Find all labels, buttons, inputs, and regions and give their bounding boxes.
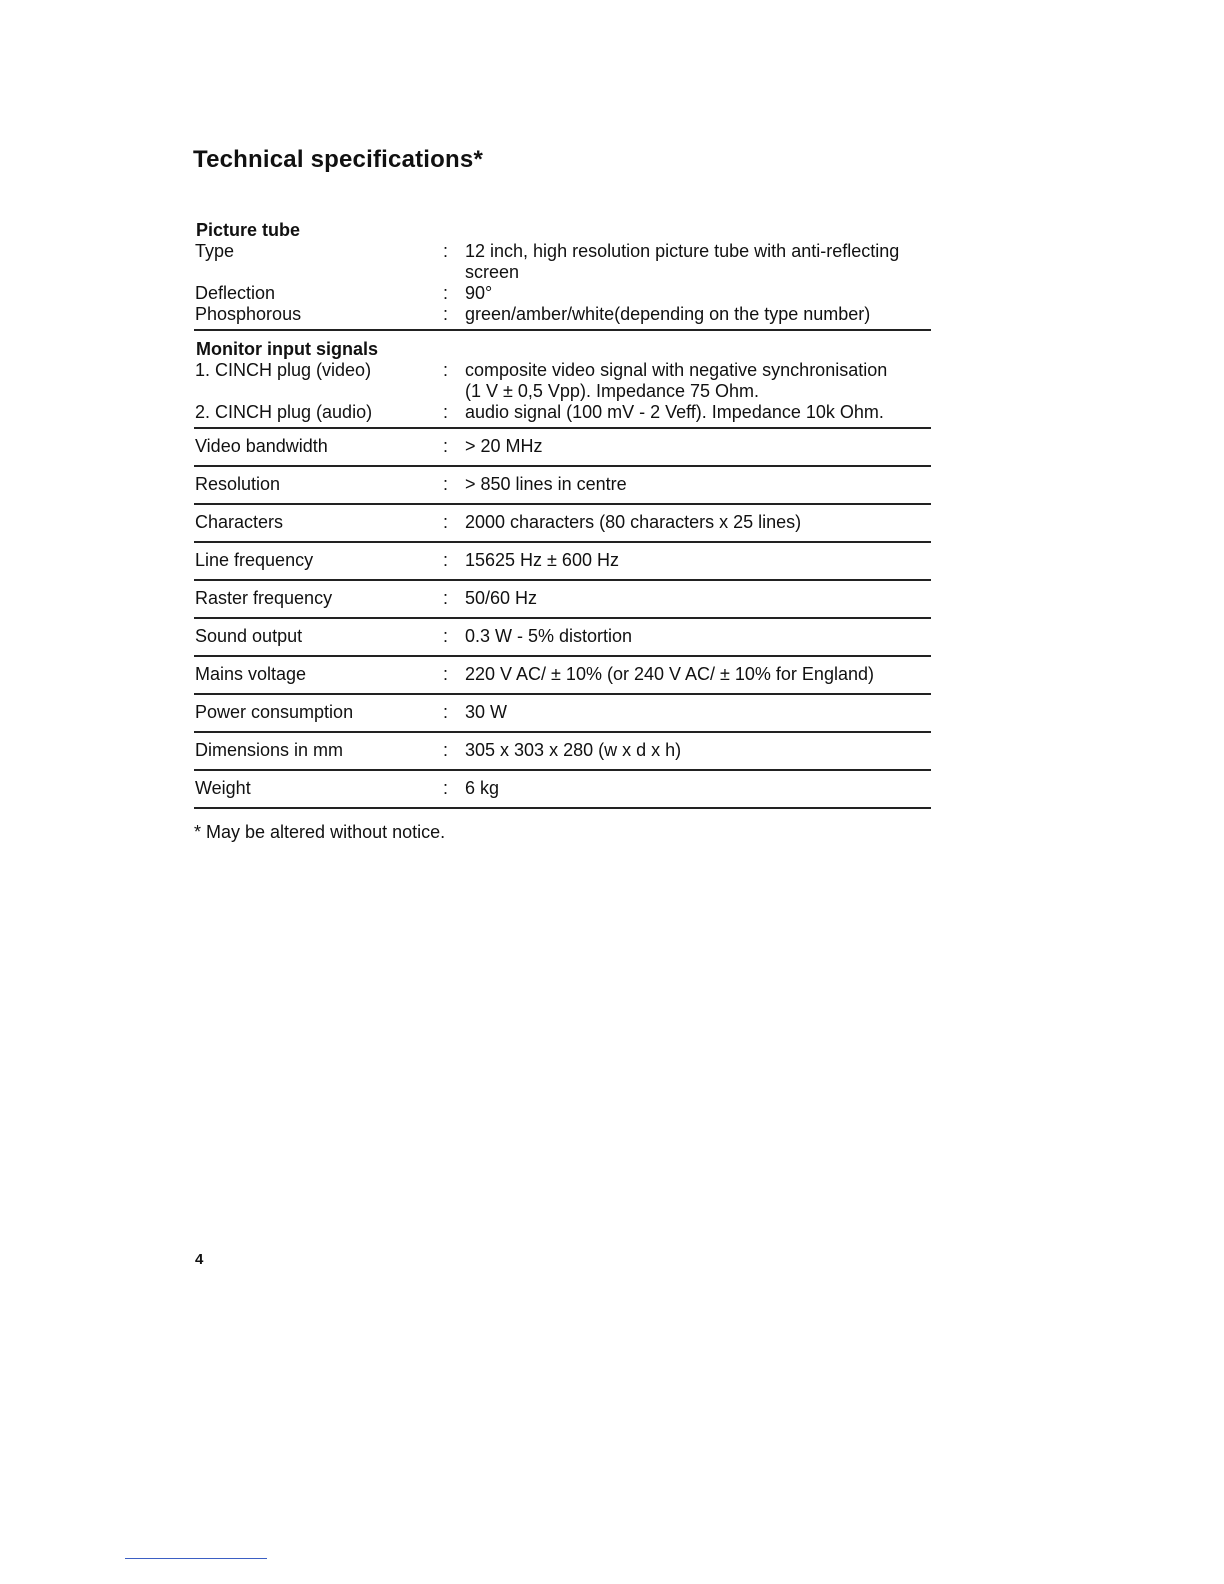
spec-label: Dimensions in mm (195, 740, 344, 760)
spec-value: 6 kg (465, 778, 500, 798)
page-title: Technical specifications* (193, 146, 483, 173)
spec-separator: : (443, 304, 449, 324)
spec-label: Video bandwidth (195, 436, 328, 456)
spec-label: Type (195, 241, 235, 261)
spec-label: 1. CINCH plug (video) (195, 360, 372, 380)
spec-separator: : (443, 588, 449, 608)
section-heading: Monitor input signals (196, 339, 378, 359)
spec-separator: : (443, 550, 449, 570)
spec-value-line: (1 V ± 0,5 Vpp). Impedance 75 Ohm. (465, 381, 760, 401)
spec-row-weight (194, 771, 931, 809)
spec-value: green/amber/white(depending on the type number) (465, 304, 871, 324)
spec-separator: : (443, 474, 449, 494)
spec-label: Line frequency (195, 550, 314, 570)
spec-separator: : (443, 402, 449, 422)
section-heading: Picture tube (196, 220, 301, 240)
spec-row-deflection (194, 283, 931, 304)
spec-value (465, 241, 931, 283)
spec-separator: : (443, 702, 449, 722)
spec-label: Phosphorous (195, 304, 302, 324)
spec-separator: : (443, 512, 449, 532)
spec-value (465, 360, 931, 402)
spec-value: 0.3 W - 5% distortion (465, 626, 633, 646)
page-number: 4 (195, 1251, 204, 1268)
bottom-divider-line (125, 1558, 267, 1559)
spec-row-sound-output (194, 619, 931, 657)
spec-value: 15625 Hz ± 600 Hz (465, 550, 619, 570)
spec-label: Characters (195, 512, 284, 532)
specifications-table (194, 218, 931, 809)
footnote: * May be altered without notice. (194, 822, 446, 842)
spec-row-video-bandwidth (194, 429, 931, 467)
spec-label: Weight (195, 778, 251, 798)
spec-separator: : (443, 740, 449, 760)
spec-label: Mains voltage (195, 664, 307, 684)
spec-row-mains-voltage (194, 657, 931, 695)
spec-label: Power consumption (195, 702, 354, 722)
spec-label: Raster frequency (195, 588, 333, 608)
spec-separator: : (443, 241, 449, 261)
spec-row-line-frequency (194, 543, 931, 581)
spec-value: 220 V AC/ ± 10% (or 240 V AC/ ± 10% for England) (465, 664, 874, 684)
spec-label: Sound output (195, 626, 303, 646)
spec-label: 2. CINCH plug (audio) (195, 402, 373, 422)
spec-value-line: composite video signal with negative synchronisation (465, 360, 888, 380)
spec-value: 90° (465, 283, 493, 303)
spec-value: > 850 lines in centre (465, 474, 627, 494)
spec-row-raster-frequency (194, 581, 931, 619)
spec-separator: : (443, 360, 449, 380)
spec-value: audio signal (100 mV - 2 Veff). Impedance 10k Ohm. (465, 402, 884, 422)
spec-value: 50/60 Hz (465, 588, 538, 608)
spec-row-characters (194, 505, 931, 543)
spec-row-resolution (194, 467, 931, 505)
spec-separator: : (443, 664, 449, 684)
spec-label: Deflection (195, 283, 276, 303)
spec-value: 305 x 303 x 280 (w x d x h) (465, 740, 682, 760)
spec-row-phosphorous (194, 304, 931, 325)
spec-separator: : (443, 778, 449, 798)
spec-row-power-consumption (194, 695, 931, 733)
spec-value: 30 W (465, 702, 508, 722)
spec-separator: : (443, 626, 449, 646)
picture-tube-section (194, 218, 931, 331)
spec-value: 2000 characters (80 characters x 25 lines) (465, 512, 802, 532)
spec-label: Resolution (195, 474, 281, 494)
spec-separator: : (443, 436, 449, 456)
spec-value-line: 12 inch, high resolution picture tube with anti-reflecting (465, 241, 900, 261)
spec-value: > 20 MHz (465, 436, 543, 456)
spec-row-cinch-video (194, 360, 931, 402)
monitor-input-section (194, 331, 931, 429)
spec-row-dimensions (194, 733, 931, 771)
spec-row-type (194, 241, 931, 283)
spec-separator: : (443, 283, 449, 303)
spec-row-cinch-audio (194, 402, 931, 423)
spec-value-line: screen (465, 262, 520, 282)
